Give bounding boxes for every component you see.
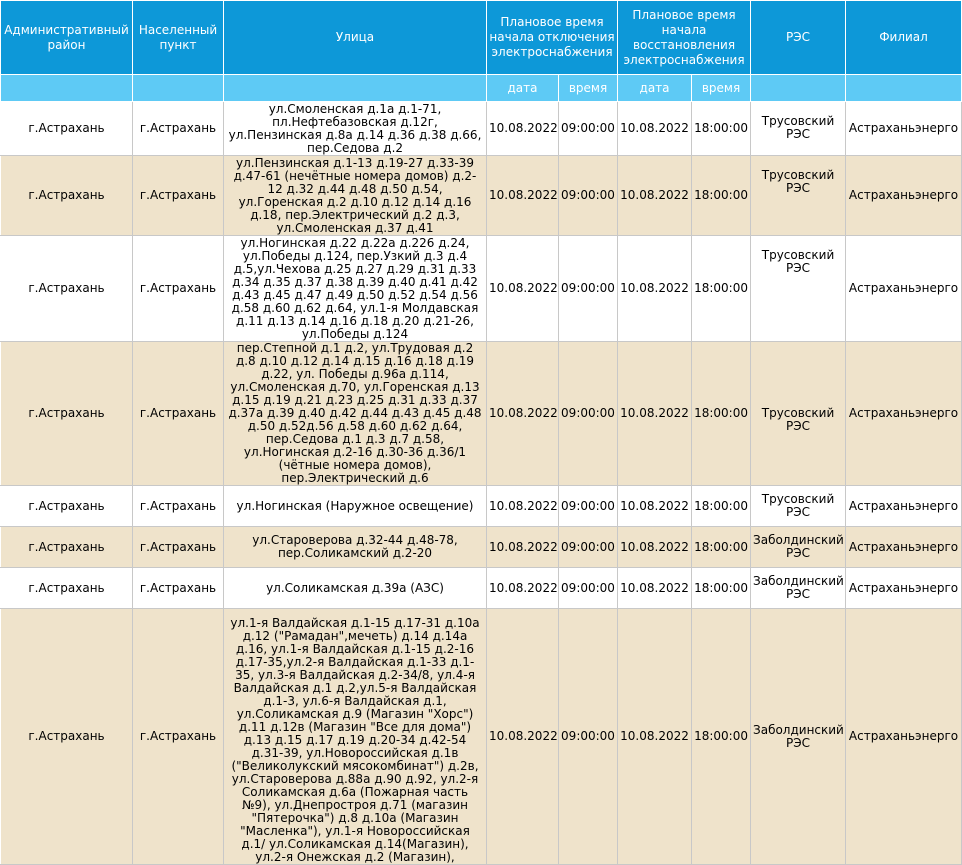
cell-res: Заболдинский РЭС (751, 568, 846, 609)
cell-branch: Астраханьэнерго (846, 342, 962, 486)
cell-branch: Астраханьэнерго (846, 486, 962, 527)
cell-res: Трусовский РЭС (751, 486, 846, 527)
cell-on-date: 10.08.2022 (618, 568, 692, 609)
header-street: Улица (224, 1, 487, 75)
cell-off-time: 09:00:00 (559, 156, 618, 236)
cell-on-date: 10.08.2022 (618, 609, 692, 865)
cell-district: г.Астрахань (1, 486, 133, 527)
cell-on-time: 18:00:00 (692, 102, 751, 156)
cell-off-time: 09:00:00 (559, 568, 618, 609)
cell-res: Трусовский РЭС (751, 236, 846, 342)
table-row (1, 156, 962, 236)
cell-district: г.Астрахань (1, 609, 133, 865)
cell-on-time: 18:00:00 (692, 568, 751, 609)
cell-on-date: 10.08.2022 (618, 486, 692, 527)
cell-street: ул.Ногинская (Наружное освещение) (224, 486, 487, 527)
cell-res: Заболдинский РЭС (751, 609, 846, 865)
table-row (1, 486, 962, 527)
table-row (1, 236, 962, 342)
cell-branch: Астраханьэнерго (846, 236, 962, 342)
cell-on-time: 18:00:00 (692, 486, 751, 527)
subheader-empty (1, 75, 133, 102)
cell-off-time: 09:00:00 (559, 609, 618, 865)
cell-off-date: 10.08.2022 (487, 609, 559, 865)
cell-on-time: 18:00:00 (692, 236, 751, 342)
subheader-empty (133, 75, 224, 102)
cell-off-time: 09:00:00 (559, 486, 618, 527)
cell-on-time: 18:00:00 (692, 342, 751, 486)
cell-locality: г.Астрахань (133, 156, 224, 236)
cell-res: Трусовский РЭС (751, 342, 846, 486)
header-res: РЭС (751, 1, 846, 75)
cell-on-time: 18:00:00 (692, 609, 751, 865)
cell-locality: г.Астрахань (133, 102, 224, 156)
cell-on-date: 10.08.2022 (618, 527, 692, 568)
cell-on-time: 18:00:00 (692, 527, 751, 568)
cell-off-date: 10.08.2022 (487, 102, 559, 156)
header-district: Административный район (1, 1, 133, 75)
cell-off-time: 09:00:00 (559, 102, 618, 156)
table-row (1, 102, 962, 156)
cell-off-time: 09:00:00 (559, 527, 618, 568)
cell-on-date: 10.08.2022 (618, 342, 692, 486)
cell-res: Трусовский РЭС (751, 156, 846, 236)
subheader-empty (751, 75, 846, 102)
subheader-on-date: дата (618, 75, 692, 102)
cell-locality: г.Астрахань (133, 342, 224, 486)
subheader-empty (224, 75, 487, 102)
table-row (1, 342, 962, 486)
cell-district: г.Астрахань (1, 568, 133, 609)
subheader-off-date: дата (487, 75, 559, 102)
cell-res: Трусовский РЭС (751, 102, 846, 156)
subheader-on-time: время (692, 75, 751, 102)
cell-on-date: 10.08.2022 (618, 102, 692, 156)
cell-district: г.Астрахань (1, 342, 133, 486)
cell-off-date: 10.08.2022 (487, 568, 559, 609)
cell-locality: г.Астрахань (133, 568, 224, 609)
table-row (1, 568, 962, 609)
cell-street: ул.Пензинская д.1-13 д.19-27 д.33-39 д.47-61 (нечётные номера домов) д.2-12 д.32 д.44 д.48 д.50 д.54, ул.Горенская д.2 д.10 д.12 д.14 д.16 д.18, пер.Электрический д.2 д.3, ул.Смоленская д.37 д.41 (224, 156, 487, 236)
cell-branch: Астраханьэнерго (846, 527, 962, 568)
cell-street: пер.Степной д.1 д.2, ул.Трудовая д.2 д.8 д.10 д.12 д.14 д.15 д.16 д.18 д.19 д.22, ул. Победы д.96а д.114, ул.Смоленская д.70, ул.Горенская д.13 д.15 д.19 д.21 д.23 д.25 д.31 д.33 д.37 д.37а д.39 д.40 д.42 д.44 д.43 д.45 д.48 д.50 д.52д.56 д.58 д.60 д.62 д.64, пер.Седова д.1 д.3 д.7 д.58, ул.Ногинская д.2-16 д.30-36 д.36/1 (чётные номера домов), пер.Электрический д.6 (224, 342, 487, 486)
cell-off-time: 09:00:00 (559, 342, 618, 486)
cell-locality: г.Астрахань (133, 486, 224, 527)
subheader-off-time: время (559, 75, 618, 102)
cell-off-time: 09:00:00 (559, 236, 618, 342)
subheader-row (1, 75, 962, 102)
header-locality: Населенный пункт (133, 1, 224, 75)
cell-branch: Астраханьэнерго (846, 609, 962, 865)
header-branch: Филиал (846, 1, 962, 75)
cell-locality: г.Астрахань (133, 236, 224, 342)
cell-on-date: 10.08.2022 (618, 156, 692, 236)
cell-off-date: 10.08.2022 (487, 486, 559, 527)
table-row (1, 609, 962, 865)
cell-street: ул.Староверова д.32-44 д.48-78, пер.Соликамский д.2-20 (224, 527, 487, 568)
cell-off-date: 10.08.2022 (487, 527, 559, 568)
cell-street: ул.Смоленская д.1а д.1-71, пл.Нефтебазовская д.12г, ул.Пензинская д.8а д.14 д.36 д.38 д.66, пер.Седова д.2 (224, 102, 487, 156)
cell-off-date: 10.08.2022 (487, 342, 559, 486)
cell-locality: г.Астрахань (133, 527, 224, 568)
cell-street: ул.Соликамская д.39а (АЗС) (224, 568, 487, 609)
cell-district: г.Астрахань (1, 156, 133, 236)
header-restore-time: Плановое время начала восстановления электроснабжения (618, 1, 751, 75)
cell-locality: г.Астрахань (133, 609, 224, 865)
cell-on-date: 10.08.2022 (618, 236, 692, 342)
cell-branch: Астраханьэнерго (846, 102, 962, 156)
cell-res: Заболдинский РЭС (751, 527, 846, 568)
header-row (1, 1, 962, 75)
cell-branch: Астраханьэнерго (846, 568, 962, 609)
cell-district: г.Астрахань (1, 102, 133, 156)
cell-street: ул.Ногинская д.22 д.22а д.226 д.24, ул.Победы д.124, пер.Узкий д.3 д.4 д.5,ул.Чехова д.25 д.27 д.29 д.31 д.33 д.34 д.35 д.37 д.38 д.39 д.40 д.41 д.42 д.43 д.45 д.47 д.49 д.50 д.52 д.54 д.56 д.58 д.60 д.62 д.64, ул.1-я Молдавская д.11 д.13 д.14 д.16 д.18 д.20 д.21-26, ул.Победы д.124 (224, 236, 487, 342)
subheader-empty (846, 75, 962, 102)
table-row (1, 527, 962, 568)
cell-street: ул.1-я Валдайская д.1-15 д.17-31 д.10а д.12 ("Рамадан",мечеть) д.14 д.14а д.16, ул.1-я Валдайская д.1-15 д.2-16 д.17-35,ул.2-я Валдайская д.1-33 д.1-35, ул.3-я Валдайская д.2-34/8, ул.4-я Валдайская д.1 д.2,ул.5-я Валдайская д.1-3, ул.6-я Валдайская д.1, ул.Соликамская д.9 (Магазин "Хорс") д.11 д.12в (Магазин "Все для дома") д.13 д.15 д.17 д.19 д.20-34 д.42-54 д.31-39, ул.Новороссийская д.1в ("Великолукский мясокомбинат") д.2в, ул.Староверова д.88а д.90 д.92, ул.2-я Соликамская д.6а (Пожарная часть №9), ул.Днепростроя д.71 (магазин "Пятерочка") д.8 д.10а (Магазин "Масленка"), ул.1-я Новороссийская д.1/ ул.Соликамская д.14(Магазин), ул.2-я Онежская д.2 (Магазин), (224, 609, 487, 865)
cell-branch: Астраханьэнерго (846, 156, 962, 236)
cell-off-date: 10.08.2022 (487, 236, 559, 342)
cell-off-date: 10.08.2022 (487, 156, 559, 236)
cell-district: г.Астрахань (1, 527, 133, 568)
cell-on-time: 18:00:00 (692, 156, 751, 236)
cell-district: г.Астрахань (1, 236, 133, 342)
header-off-time: Плановое время начала отключения электроснабжения (487, 1, 618, 75)
